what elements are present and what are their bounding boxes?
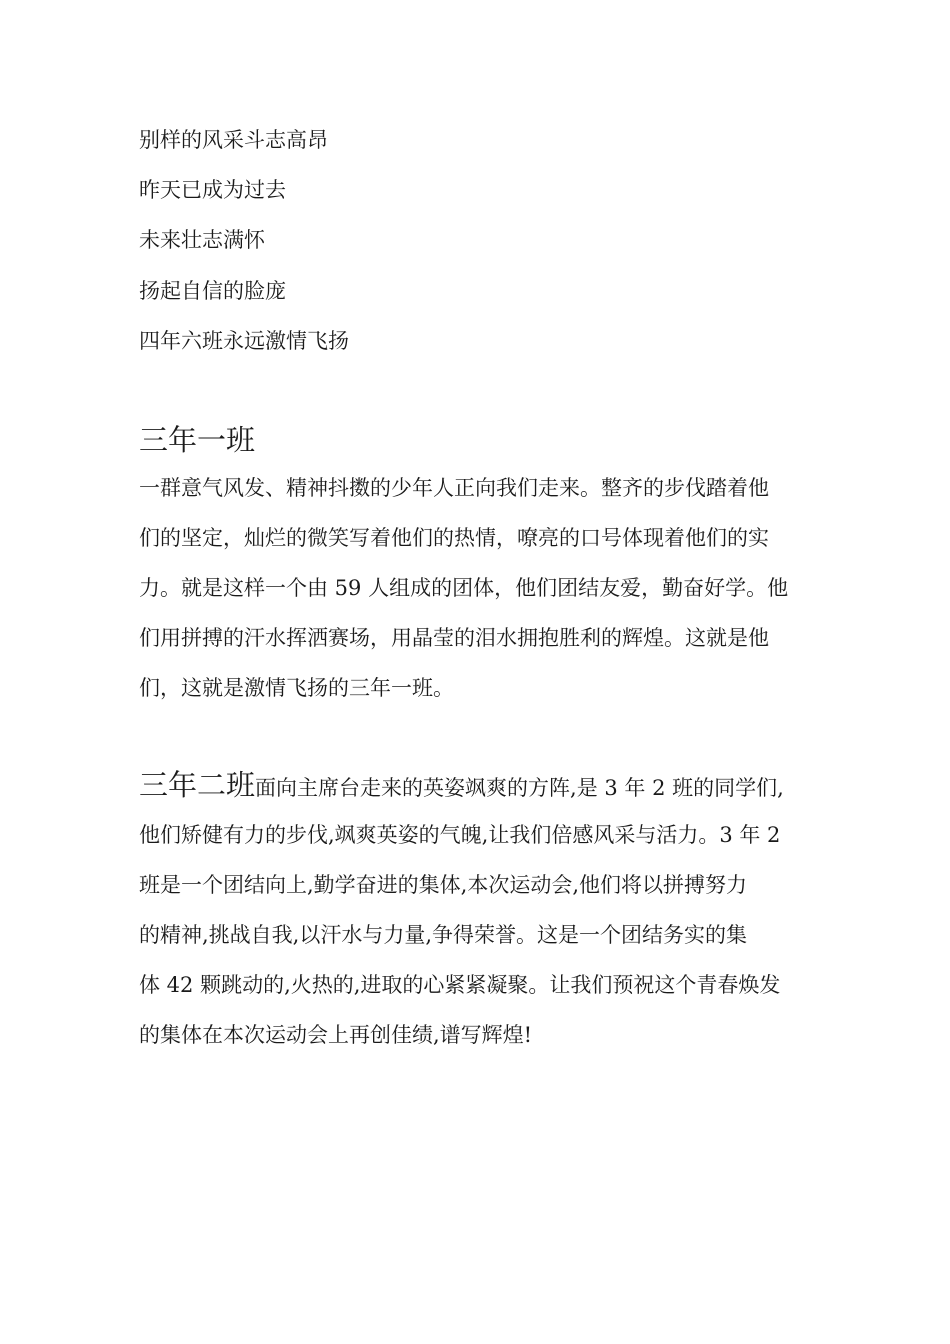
section-paragraph (139, 463, 824, 713)
section-paragraph (139, 760, 824, 1060)
paragraph-first-line (139, 760, 824, 810)
poem-line: 别样的风采斗志高昂 (139, 128, 328, 152)
paragraph-line: 们用拼搏的汗水挥洒赛场，用晶莹的泪水拥抱胜利的辉煌。这就是他 (139, 626, 769, 650)
paragraph-line: 一群意气风发、精神抖擞的少年人正向我们走来。整齐的步伐踏着他 (139, 476, 769, 500)
poem-line: 未来壮志满怀 (139, 228, 265, 252)
paragraph-line: 力。就是这样一个由 59 人组成的团体，他们团结友爱，勤奋好学。他 (139, 576, 789, 600)
paragraph-line: 的精神,挑战自我,以汗水与力量,争得荣誉。这是一个团结务实的集 (139, 923, 748, 947)
paragraph-line: 体 42 颗跳动的,火热的,进取的心紧紧凝聚。让我们预祝这个青春焕发 (139, 973, 781, 997)
paragraph-line: 班是一个团结向上,勤学奋进的集体,本次运动会,他们将以拼搏努力 (139, 873, 748, 897)
poem-line: 四年六班永远激情飞扬 (139, 329, 349, 353)
paragraph-line: 的集体在本次运动会上再创佳绩,谱写辉煌! (139, 1023, 533, 1047)
section-heading: 三年二班 (139, 768, 256, 802)
paragraph-line: 他们矫健有力的步伐,飒爽英姿的气魄,让我们倍感风采与活力。3 年 2 (139, 823, 781, 847)
paragraph-line: 们，这就是激情飞扬的三年一班。 (139, 676, 454, 700)
poem-line: 扬起自信的脸庞 (139, 279, 286, 303)
section-heading: 三年一班 (139, 423, 256, 457)
paragraph-text: 面向主席台走来的英姿飒爽的方阵,是 3 年 2 班的同学们, (255, 776, 784, 800)
paragraph-line: 们的坚定，灿烂的微笑写着他们的热情，嘹亮的口号体现着他们的实 (139, 526, 769, 550)
poem-line: 昨天已成为过去 (139, 178, 286, 202)
